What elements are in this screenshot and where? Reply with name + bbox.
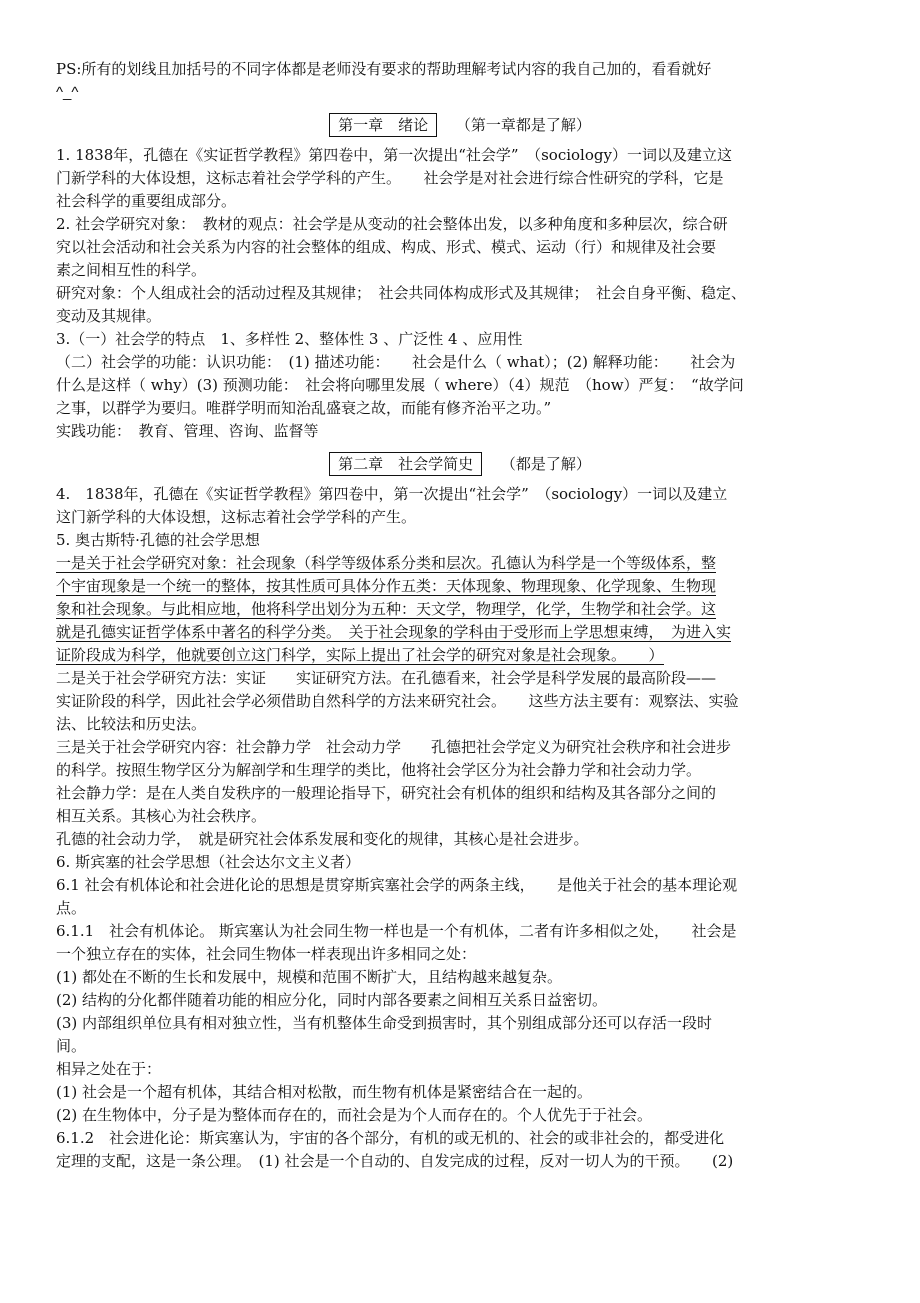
underlined-text: 个宇宙现象是一个统一的整体，按其性质可具体分作五类：天体现象、物理现象、化学现象、生物现 [56,577,717,595]
text-line: 实践功能： 教育、管理、咨询、监督等 [56,422,319,440]
text-line: 实证阶段的科学，因此社会学必须借助自然科学的方法来研究社会。 这些方法主要有：观察法、实验 [56,692,739,710]
text-line: 间。 [56,1037,87,1055]
text-line: 3.（一）社会学的特点 1、多样性 2、整体性 3 、广泛性 4 、应用性 [56,330,523,348]
text-line: 一个独立存在的实体，社会同生物体一样表现出许多相同之处： [56,945,477,963]
chapter-2-note: （都是了解） [500,455,591,473]
text-line: 5. 奥古斯特·孔德的社会学思想 [56,531,260,549]
text-line: 4. 1838年，孔德在《实证哲学教程》第四卷中，第一次提出“社会学” （sociology）一词以及建立 [56,485,728,503]
underlined-line [56,644,864,667]
text-line: 社会科学的重要组成部分。 [56,192,237,210]
underlined-line [56,621,864,644]
underlined-text: 象和社会现象。与此相应地，他将科学出划分为五种：天文学，物理学，化学，生物学和社会学。这 [56,600,717,618]
text-line: 6.1 社会有机体论和社会进化论的思想是贯穿斯宾塞社会学的两条主线， 是他关于社会的基本理论观 [56,876,738,894]
text-line: 究以社会活动和社会关系为内容的社会整体的组成、构成、形式、模式、运动（行）和规律及社会要 [56,238,717,256]
text-line: (1) 都处在不断的生长和发展中，规模和范围不断扩大，且结构越来越复杂。 [56,968,563,986]
text-line: 定理的支配，这是一条公理。 (1) 社会是一个自动的、自发完成的过程，反对一切人为的干预。 (2) [56,1152,734,1170]
underlined-line [56,575,864,598]
text-line: 孔德的社会动力学， 就是研究社会体系发展和变化的规律，其核心是社会进步。 [56,830,589,848]
chapter-2-title: 第二章 社会学简史 [329,452,482,476]
text-line: 的科学。按照生物学区分为解剖学和生理学的类比，他将社会学区分为社会静力学和社会动力学。 [56,761,702,779]
text-line: 什么是这样（ why）(3) 预测功能： 社会将向哪里发展（ where）（4）规范 （how）严复： “故学问 [56,376,744,394]
text-line: 相互关系。其核心为社会秩序。 [56,807,267,825]
text-line: 研究对象：个人组成社会的活动过程及其规律； 社会共同体构成形式及其规律； 社会自身平衡、稳定、 [56,284,747,302]
underlined-text: 一是关于社会学研究对象：社会现象（科学等级体系分类和层次。孔德认为科学是一个等级体系，整 [56,554,717,572]
text-line: (1) 社会是一个超有机体，其结合相对松散，而生物有机体是紧密结合在一起的。 [56,1083,593,1101]
underlined-text: 证阶段成为科学，他就要创立这门科学，实际上提出了社会学的研究对象是社会现象。 ） [56,646,664,664]
text-line: (2) 在生物体中，分子是为整体而存在的，而社会是为个人而存在的。个人优先于于社会。 [56,1106,653,1124]
text-line: 变动及其规律。 [56,307,162,325]
text-line: 法、比较法和历史法。 [56,715,207,733]
text-line: 2. 社会学研究对象： 教材的观点：社会学是从变动的社会整体出发，以多种角度和多种层次，综合研 [56,215,728,233]
chapter-1-note: （第一章都是了解） [455,116,591,134]
ps-note-line-2: ^_^ [56,84,79,101]
chapter-2-body [56,483,864,1173]
underlined-line [56,598,864,621]
text-line: (3) 内部组织单位具有相对独立性，当有机整体生命受到损害时，其个别组成部分还可以存活一段时 [56,1014,713,1032]
text-line: 相异之处在于： [56,1060,162,1078]
text-line: 点。 [56,899,87,917]
chapter-2-heading [56,451,864,477]
chapter-1-body [56,144,864,443]
text-line: 之事，以群学为要归。唯群学明而知治乱盛衰之故，而能有修齐治平之功。” [56,399,552,417]
text-line: 三是关于社会学研究内容：社会静力学 社会动力学 孔德把社会学定义为研究社会秩序和社会进步 [56,738,732,756]
text-line: 素之间相互性的科学。 [56,261,207,279]
text-line: 社会静力学：是在人类自发秩序的一般理论指导下，研究社会有机体的组织和结构及其各部分之间的 [56,784,717,802]
text-line: 6. 斯宾塞的社会学思想（社会达尔文主义者） [56,853,361,871]
underlined-line [56,552,864,575]
text-line: 6.1.1 社会有机体论。 斯宾塞认为社会同生物一样也是一个有机体，二者有许多相似之处， 社会是 [56,922,737,940]
text-line: 门新学科的大体设想，这标志着社会学学科的产生。 社会学是对社会进行综合性研究的学科，它是 [56,169,724,187]
text-line: (2) 结构的分化都伴随着功能的相应分化，同时内部各要素之间相互关系日益密切。 [56,991,608,1009]
text-line: （二）社会学的功能：认识功能： (1) 描述功能： 社会是什么（ what）；(2) 解释功能： 社会为 [56,353,736,371]
text-line: 6.1.2 社会进化论：斯宾塞认为，宇宙的各个部分，有机的或无机的、社会的或非社会的，都受进化 [56,1129,725,1147]
text-line: 1. 1838年，孔德在《实证哲学教程》第四卷中，第一次提出“社会学” （sociology）一词以及建立这 [56,146,732,164]
chapter-1-title: 第一章 绪论 [329,113,437,137]
text-line: 二是关于社会学研究方法：实证 实证研究方法。在孔德看来，社会学是科学发展的最高阶段—— [56,669,717,687]
underlined-text: 就是孔德实证哲学体系中著名的科学分类。 关于社会现象的学科由于受形而上学思想束缚， 为进入实 [56,623,732,641]
chapter-1-heading [56,112,864,138]
text-line: 这门新学科的大体设想，这标志着社会学学科的产生。 [56,508,417,526]
ps-note-line-1: PS:所有的划线且加括号的不同字体都是老师没有要求的帮助理解考试内容的我自己加的，看看就好 [56,60,712,78]
